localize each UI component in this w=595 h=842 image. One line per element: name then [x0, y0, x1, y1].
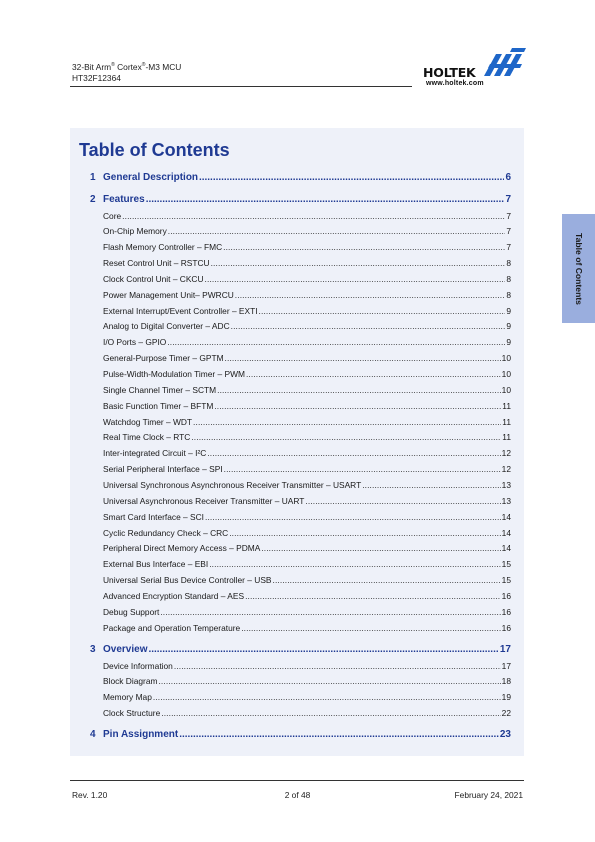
entry-page: 14	[501, 527, 511, 538]
entry-title: External Interrupt/Event Controller – EXTI	[103, 305, 258, 316]
section-page: 17	[499, 644, 511, 655]
entry-title: Single Channel Timer – SCTM	[103, 384, 217, 395]
entry-page: 9	[506, 305, 511, 316]
toc-entry[interactable]	[90, 385, 511, 395]
toc-entry[interactable]	[90, 226, 511, 236]
toc-entry[interactable]	[90, 306, 511, 316]
entry-title: Basic Function Timer – BFTM	[103, 400, 214, 411]
entry-page: 16	[501, 590, 511, 601]
toc-section-1[interactable]	[90, 172, 511, 183]
entry-page: 12	[501, 464, 511, 475]
toc-entry[interactable]	[90, 512, 511, 522]
holtek-logo-icon	[482, 46, 528, 80]
entry-title: On-Chip Memory	[103, 226, 167, 237]
dot-leader	[259, 306, 506, 316]
entry-title: Real Time Clock – RTC	[103, 432, 191, 443]
section-number: 3	[90, 644, 96, 655]
logo-wordmark: HOLTEK	[423, 65, 476, 80]
entry-title: Core	[103, 210, 122, 221]
entry-page: 11	[502, 432, 511, 443]
toc-entry[interactable]	[90, 575, 511, 585]
dot-leader	[148, 644, 498, 655]
entry-title: Block Diagram	[103, 676, 158, 687]
toc-entry[interactable]	[90, 528, 511, 538]
toc-entry[interactable]	[90, 401, 511, 411]
section-title: Pin Assignment	[103, 729, 179, 740]
dot-leader	[168, 226, 506, 236]
entry-title: Universal Synchronous Asynchronous Receiver Transmitter – USART	[103, 479, 362, 490]
entry-title: Pulse-Width-Modulation Timer – PWM	[103, 369, 245, 379]
holtek-logo	[420, 46, 530, 92]
dot-leader	[179, 729, 499, 740]
entry-title: Smart Card Interface – SCI	[103, 511, 205, 522]
entry-page: 8	[506, 289, 511, 300]
entry-title: Debug Support	[103, 606, 160, 617]
entry-page: 13	[501, 479, 511, 490]
toc-section-3[interactable]	[90, 644, 511, 655]
entry-title: Cyclic Redundancy Check – CRC	[103, 527, 229, 538]
entry-title: Power Management Unit– PWRCU	[103, 289, 234, 300]
dot-leader	[191, 432, 501, 442]
section-page: 7	[505, 194, 511, 205]
part-number: HT32F12364	[72, 73, 121, 84]
entry-page: 8	[506, 258, 511, 269]
entry-title: Peripheral Direct Memory Access – PDMA	[103, 543, 261, 554]
revision-date: February 24, 2021	[454, 790, 523, 800]
entry-page: 8	[506, 273, 511, 284]
toc-entry[interactable]	[90, 321, 511, 331]
dot-leader	[153, 692, 501, 702]
side-tab-label: Table of Contents	[573, 232, 584, 305]
section-number: 1	[90, 172, 96, 183]
document-header	[72, 60, 181, 85]
dot-leader	[305, 496, 500, 506]
entry-page: 15	[501, 575, 511, 586]
entry-title: Package and Operation Temperature	[103, 622, 241, 633]
dot-leader	[207, 448, 500, 458]
footer-divider	[70, 780, 524, 781]
entry-title: Flash Memory Controller – FMC	[103, 242, 223, 253]
section-title: Features	[103, 194, 145, 205]
entry-page: 13	[501, 495, 511, 506]
entry-title: External Bus Interface – EBI	[103, 559, 209, 570]
dot-leader	[158, 676, 500, 686]
entry-page: 9	[506, 337, 511, 348]
side-tab[interactable]	[562, 214, 595, 323]
toc-entry[interactable]	[90, 432, 511, 442]
entry-title: Device Information	[103, 660, 173, 671]
toc-entry[interactable]	[90, 211, 511, 221]
entry-title: General-Purpose Timer – GPTM	[103, 353, 224, 364]
entry-page: 16	[501, 606, 511, 617]
entry-page: 7	[506, 210, 511, 221]
toc-entry[interactable]	[90, 242, 511, 252]
entry-title: Advanced Encryption Standard – AES	[103, 590, 245, 601]
section-page: 6	[505, 172, 511, 183]
toc-entry[interactable]	[90, 623, 511, 633]
dot-leader	[217, 385, 501, 395]
entry-page: 7	[506, 242, 511, 253]
section-title: General Description	[103, 172, 199, 183]
dot-leader	[209, 559, 500, 569]
entry-title: Universal Serial Bus Device Controller – USB	[103, 575, 272, 586]
dot-leader	[122, 211, 505, 221]
toc-entry[interactable]	[90, 692, 511, 702]
section-number: 4	[90, 729, 96, 740]
entry-page: 17	[501, 660, 511, 671]
dot-leader	[160, 607, 500, 617]
toc-entry[interactable]	[90, 676, 511, 686]
toc-entry[interactable]	[90, 591, 511, 601]
entry-title: Clock Control Unit – CKCU	[103, 273, 204, 284]
dot-leader	[199, 172, 504, 183]
dot-leader	[167, 337, 505, 347]
toc-entry[interactable]	[90, 559, 511, 569]
entry-page: 7	[506, 226, 511, 237]
toc-entry[interactable]	[90, 480, 511, 490]
dot-leader	[225, 353, 501, 363]
revision: Rev. 1.20	[72, 790, 108, 800]
toc-entry[interactable]	[90, 290, 511, 300]
toc-entry[interactable]	[90, 448, 511, 458]
dot-leader	[193, 417, 501, 427]
dot-leader	[245, 591, 501, 601]
dot-leader	[161, 708, 500, 718]
dot-leader	[205, 274, 506, 284]
toc-entry[interactable]	[90, 258, 511, 268]
page-number: 2 of 48	[284, 790, 311, 800]
entry-page: 16	[501, 622, 511, 633]
entry-page: 11	[502, 416, 511, 427]
toc-section-4[interactable]	[90, 729, 511, 740]
entry-page: 11	[502, 400, 511, 411]
dot-leader	[235, 290, 506, 300]
dot-leader	[214, 401, 501, 411]
section-title: Overview	[103, 644, 148, 655]
dot-leader	[362, 480, 500, 490]
dot-leader	[211, 258, 506, 268]
entry-title: Reset Control Unit – RSTCU	[103, 258, 210, 269]
dot-leader	[273, 575, 501, 585]
toc-entry[interactable]	[90, 337, 511, 347]
toc-section-2[interactable]	[90, 194, 511, 205]
section-page: 23	[499, 729, 511, 740]
section-number: 2	[90, 194, 96, 205]
dot-leader	[223, 242, 505, 252]
dot-leader	[231, 321, 506, 331]
toc-entry[interactable]	[90, 661, 511, 671]
dot-leader	[205, 512, 501, 522]
dot-leader	[146, 194, 505, 205]
entry-page: 9	[506, 321, 511, 332]
entry-title: Universal Asynchronous Receiver Transmitter – UART	[103, 495, 305, 506]
toc-entry[interactable]	[90, 496, 511, 506]
dot-leader	[174, 661, 501, 671]
toc-entry[interactable]	[90, 417, 511, 427]
toc-entry[interactable]	[90, 708, 511, 718]
dot-leader	[229, 528, 500, 538]
toc-entry[interactable]	[90, 369, 511, 379]
toc-entry[interactable]	[90, 464, 511, 474]
page-title: Table of Contents	[79, 140, 230, 160]
dot-leader	[241, 623, 500, 633]
entry-page: 15	[501, 559, 511, 570]
header-divider	[70, 86, 412, 87]
toc-entry[interactable]	[90, 274, 511, 284]
entry-title: Clock Structure	[103, 708, 161, 719]
product-family: 32-Bit Arm® Cortex®-M3 MCU	[72, 61, 182, 72]
entry-title: I/O Ports – GPIO	[103, 337, 167, 348]
entry-page: 14	[501, 511, 511, 522]
entry-page: 14	[501, 543, 511, 554]
entry-page: 10	[501, 353, 511, 364]
dot-leader	[261, 543, 500, 553]
dot-leader	[224, 464, 501, 474]
entry-page: 12	[501, 448, 511, 459]
entry-title: Memory Map	[103, 692, 152, 703]
logo-url: www.holtek.com	[426, 80, 484, 87]
entry-page: 18	[501, 676, 511, 687]
entry-title: Analog to Digital Converter – ADC	[103, 321, 230, 332]
toc-entry[interactable]	[90, 353, 511, 363]
entry-title: Inter-integrated Circuit – I²C	[103, 448, 207, 459]
toc-entry[interactable]	[90, 607, 511, 617]
entry-page: 10	[501, 369, 511, 379]
dot-leader	[246, 369, 501, 379]
entry-title: Watchdog Timer – WDT	[103, 416, 193, 427]
toc-entry[interactable]	[90, 543, 511, 553]
entry-page: 22	[501, 708, 511, 719]
entry-page: 19	[501, 692, 511, 703]
entry-title: Serial Peripheral Interface – SPI	[103, 464, 223, 475]
entry-page: 10	[501, 384, 511, 395]
